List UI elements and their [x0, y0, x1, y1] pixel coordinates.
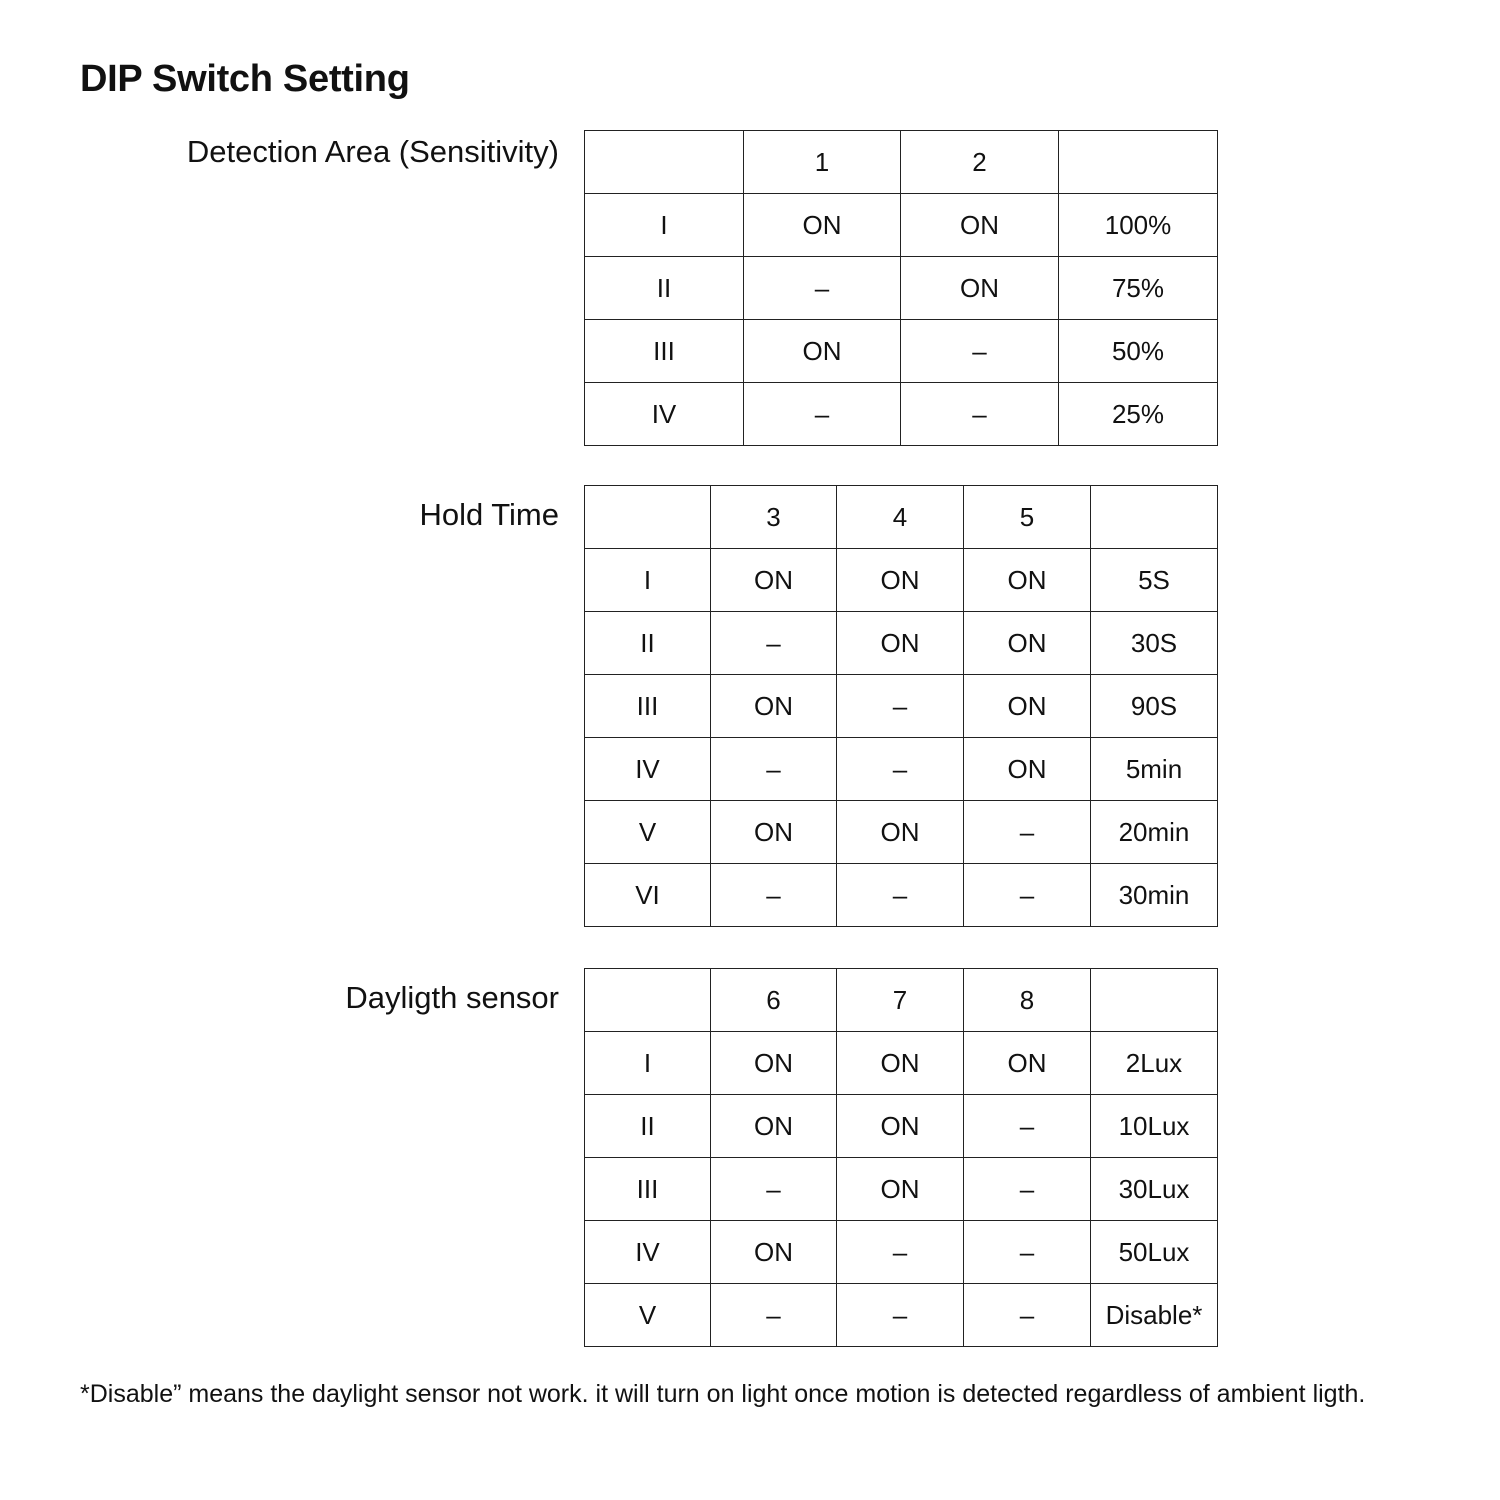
table-cell: ON: [837, 1095, 964, 1158]
table-cell: –: [901, 383, 1059, 446]
table-cell: –: [964, 1284, 1091, 1347]
table-cell: 50%: [1059, 320, 1218, 383]
table-cell: –: [837, 1284, 964, 1347]
table-cell: VI: [585, 864, 711, 927]
table-cell: 10Lux: [1091, 1095, 1218, 1158]
table-cell: I: [585, 549, 711, 612]
table-cell: III: [585, 675, 711, 738]
table-cell: [1059, 131, 1218, 194]
table-cell: ON: [744, 194, 901, 257]
table-cell: 5: [964, 486, 1091, 549]
table-cell: ON: [901, 257, 1059, 320]
table-cell: 90S: [1091, 675, 1218, 738]
table-cell: I: [585, 194, 744, 257]
table-cell: ON: [964, 675, 1091, 738]
table-cell: II: [585, 612, 711, 675]
table-cell: –: [964, 1095, 1091, 1158]
table-cell: ON: [711, 801, 837, 864]
table-cell: 50Lux: [1091, 1221, 1218, 1284]
table-cell: I: [585, 1032, 711, 1095]
table-cell: –: [711, 738, 837, 801]
table-cell: II: [585, 1095, 711, 1158]
table-cell: ON: [837, 1032, 964, 1095]
table-cell: –: [837, 864, 964, 927]
hold-time-table: [584, 485, 1218, 927]
table-cell: IV: [585, 383, 744, 446]
table-cell: 30min: [1091, 864, 1218, 927]
daylight-sensor-table: [584, 968, 1218, 1347]
table-cell: ON: [711, 1095, 837, 1158]
table-row: [585, 1158, 1218, 1221]
table-cell: 1: [744, 131, 901, 194]
table-cell: ON: [964, 612, 1091, 675]
table-cell: 20min: [1091, 801, 1218, 864]
table-cell: ON: [744, 320, 901, 383]
detection-area-table: [584, 130, 1218, 446]
table-header-row: [585, 969, 1218, 1032]
table-cell: –: [837, 738, 964, 801]
table-cell: [585, 969, 711, 1032]
table-row: [585, 612, 1218, 675]
footnote: *Disable” means the daylight sensor not work. it will turn on light once motion is detected regardless of ambient ligth.: [80, 1380, 1366, 1408]
table-cell: V: [585, 1284, 711, 1347]
table-row: [585, 1221, 1218, 1284]
table-cell: 6: [711, 969, 837, 1032]
table-cell: –: [711, 612, 837, 675]
table-header-row: [585, 486, 1218, 549]
table-row: [585, 801, 1218, 864]
hold-time-label: Hold Time: [419, 497, 559, 532]
table-cell: 25%: [1059, 383, 1218, 446]
table-cell: III: [585, 1158, 711, 1221]
table-cell: IV: [585, 1221, 711, 1284]
table-cell: V: [585, 801, 711, 864]
table-row: [585, 257, 1218, 320]
table-cell: ON: [711, 675, 837, 738]
table-cell: ON: [837, 612, 964, 675]
table-cell: ON: [964, 1032, 1091, 1095]
table-cell: –: [711, 864, 837, 927]
table-cell: II: [585, 257, 744, 320]
table-cell: 5min: [1091, 738, 1218, 801]
table-cell: 8: [964, 969, 1091, 1032]
table-cell: –: [964, 1158, 1091, 1221]
table-cell: –: [901, 320, 1059, 383]
detection-area-label: Detection Area (Sensitivity): [186, 134, 559, 169]
table-cell: 30Lux: [1091, 1158, 1218, 1221]
table-row: [585, 194, 1218, 257]
table-cell: 2: [901, 131, 1059, 194]
table-cell: ON: [711, 549, 837, 612]
table-cell: 7: [837, 969, 964, 1032]
table-cell: [585, 486, 711, 549]
table-header-row: [585, 131, 1218, 194]
table-cell: –: [711, 1284, 837, 1347]
table-row: [585, 738, 1218, 801]
table-cell: –: [964, 1221, 1091, 1284]
table-cell: 4: [837, 486, 964, 549]
table-cell: ON: [901, 194, 1059, 257]
table-row: [585, 1095, 1218, 1158]
daylight-sensor-label: Dayligth sensor: [345, 980, 559, 1015]
table-cell: ON: [837, 1158, 964, 1221]
table-cell: III: [585, 320, 744, 383]
table-cell: –: [964, 864, 1091, 927]
table-cell: –: [744, 257, 901, 320]
table-row: [585, 383, 1218, 446]
table-cell: 2Lux: [1091, 1032, 1218, 1095]
table-row: [585, 675, 1218, 738]
page-title: DIP Switch Setting: [80, 58, 410, 100]
table-cell: –: [837, 1221, 964, 1284]
table-cell: 30S: [1091, 612, 1218, 675]
table-row: [585, 320, 1218, 383]
table-cell: ON: [964, 549, 1091, 612]
table-cell: –: [837, 675, 964, 738]
table-cell: [585, 131, 744, 194]
table-cell: 75%: [1059, 257, 1218, 320]
table-cell: ON: [711, 1221, 837, 1284]
table-cell: ON: [964, 738, 1091, 801]
table-cell: Disable*: [1091, 1284, 1218, 1347]
table-row: [585, 549, 1218, 612]
table-cell: ON: [711, 1032, 837, 1095]
table-cell: 5S: [1091, 549, 1218, 612]
table-cell: [1091, 969, 1218, 1032]
table-cell: 3: [711, 486, 837, 549]
table-cell: –: [964, 801, 1091, 864]
table-cell: ON: [837, 801, 964, 864]
table-cell: [1091, 486, 1218, 549]
table-cell: IV: [585, 738, 711, 801]
table-row: [585, 1032, 1218, 1095]
table-cell: ON: [837, 549, 964, 612]
table-cell: –: [711, 1158, 837, 1221]
table-row: [585, 1284, 1218, 1347]
table-row: [585, 864, 1218, 927]
table-cell: 100%: [1059, 194, 1218, 257]
table-cell: –: [744, 383, 901, 446]
